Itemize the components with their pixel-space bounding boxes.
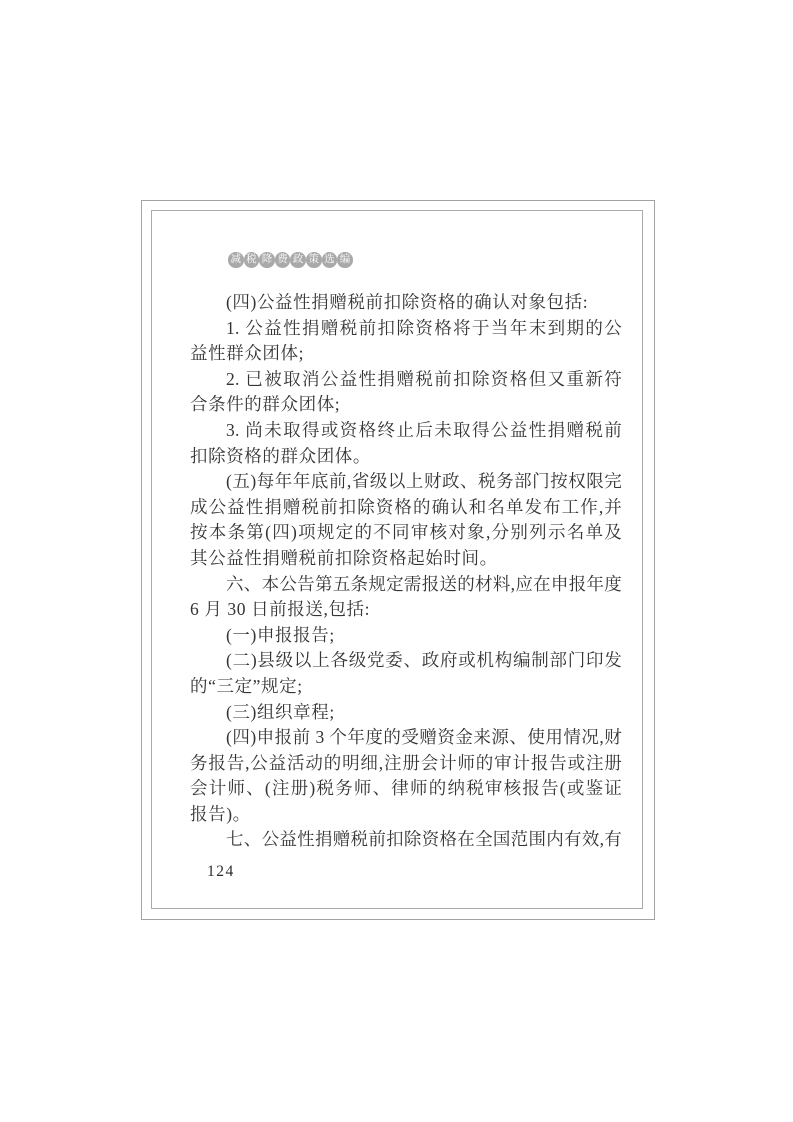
text-line: (二)县级以上各级党委、政府或机构编制部门印发 (226, 650, 622, 671)
text-line: (三)组织章程; (226, 701, 335, 722)
text-line: (四)申报前 3 个年度的受赠资金来源、使用情况,财 (226, 727, 622, 748)
logo-badge: 税 (244, 252, 260, 268)
text-line: 其公益性捐赠税前扣除资格起始时间。 (190, 547, 498, 568)
logo-badge: 选 (322, 252, 338, 268)
text-line: 六、本公告第五条规定需报送的材料,应在申报年度 (226, 573, 622, 594)
logo-badge: 政 (290, 252, 306, 268)
series-logo (228, 252, 353, 268)
text-line: 七、公益性捐赠税前扣除资格在全国范围内有效,有 (226, 829, 622, 850)
logo-badge: 编 (337, 252, 353, 268)
text-line: (四)公益性捐赠税前扣除资格的确认对象包括: (226, 292, 589, 312)
text-line: 益性群众团体; (190, 343, 305, 364)
text-line: 按本条第(四)项规定的不同审核对象,分别列示名单及 (190, 522, 622, 543)
text-line: 会计师、(注册)税务师、律师的纳税审核报告(或鉴证 (190, 778, 622, 799)
text-line: 成公益性捐赠税前扣除资格的确认和名单发布工作,并 (190, 496, 622, 517)
logo-badge: 费 (275, 252, 291, 268)
text-line: 合条件的群众团体; (190, 394, 341, 415)
text-line: 6 月 30 日前报送,包括: (190, 599, 371, 620)
logo-badge: 降 (259, 252, 275, 268)
text-line: 1. 公益性捐赠税前扣除资格将于当年末到期的公 (226, 317, 622, 338)
page-number: 124 (207, 863, 235, 880)
text-line: 3. 尚未取得或资格终止后未取得公益性捐赠税前 (226, 419, 622, 440)
logo-badge: 策 (306, 252, 322, 268)
text-line: 务报告,公益活动的明细,注册会计师的审计报告或注册 (190, 752, 622, 773)
text-line: (五)每年年底前,省级以上财政、税务部门按权限完 (226, 471, 622, 492)
logo-badge: 减 (228, 252, 244, 268)
text-line: 报告)。 (190, 803, 251, 824)
text-line: 的“三定”规定; (190, 675, 303, 696)
text-line: 扣除资格的群众团体。 (190, 445, 371, 466)
text-line: (一)申报报告; (226, 624, 335, 645)
body-text (190, 290, 622, 853)
text-line: 2. 已被取消公益性捐赠税前扣除资格但又重新符 (226, 368, 622, 389)
